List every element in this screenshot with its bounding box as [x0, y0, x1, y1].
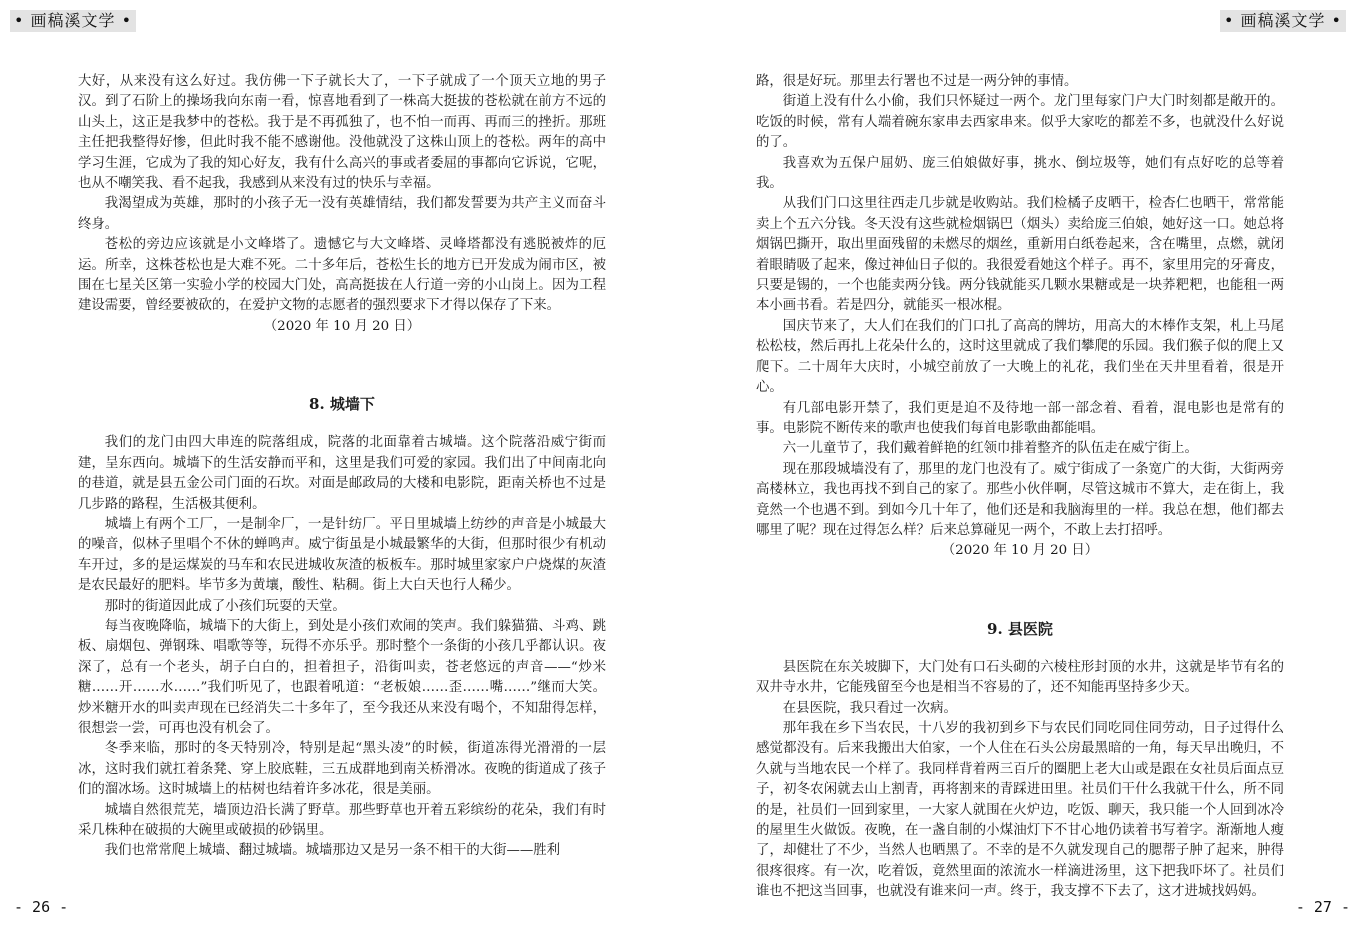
- paragraph: 有几部电影开禁了，我们更是迫不及待地一部一部念着、看着，混电影也是常有的事。电影院不断传来的歌声也使我们每首电影歌曲都能唱。: [756, 400, 1284, 436]
- paragraph: 从我们门口这里往西走几步就是收购站。我们检橘子皮晒干，检杏仁也晒干，常常能卖上个五六分钱。冬天没有这些就检烟锅巴（烟头）卖给庞三伯娘，她好这一口。她总将烟锅巴撕开，取出里面残留的未燃尽的烟丝，重新用白纸卷起来，含在嘴里，点燃，就闭着眼睛吸了起来，像过神仙日子似的。我很爱看她这个样子。再不，家里用完的牙膏皮，只要是锡的，一个也能卖两分钱。两分钱就能买几颗水果糖或是一块荞粑粑，也能租一两本小画书看。若是四分，就能买一根冰棍。: [756, 196, 1284, 314]
- paragraph: 冬季来临，那时的冬天特别冷，特别是起“黑头凌”的时候，街道冻得光滑滑的一层冰，这时我们就扛着条凳、穿上胶底鞋，三五成群地到南关桥滑冰。夜晚的街道成了孩子们的溜冰场。这时城墙上的枯树也结着许多冰花，很是美丽。: [78, 741, 606, 798]
- date-line: （2020 年 10 月 20 日）: [263, 318, 421, 334]
- paragraph: 每当夜晚降临，城墙下的大街上，到处是小孩们欢闹的笑声。我们躲猫猫、斗鸡、跳板、扇烟包、弹钢珠、唱歌等等，玩得不亦乐乎。那时整个一条街的小孩几乎都认识。夜深了，总有一个老头，胡子白白的，担着担子，沿街叫卖，苍老悠远的声音——“炒米糖……开……水……”我们听见了，也跟着吼道：“老板娘……歪……嘴……”继而大笑。炒米糖开水的叫卖声现在已经消失二十多年了，至今我还从来没有喝个，不知甜得怎样，很想尝一尝，可再也没有机会了。: [78, 618, 606, 736]
- paragraph: 路，很是好玩。那里去行署也不过是一两分钟的事情。: [756, 74, 1078, 89]
- date-line: （2020 年 10 月 20 日）: [941, 543, 1099, 559]
- running-header-left: • 画稿溪文学 •: [10, 10, 136, 32]
- paragraph: 城墙上有两个工厂，一是制伞厂，一是针纺厂。平日里城墙上纺纱的声音是小城最大的噪音，似林子里唱个不休的蝉鸣声。威宁街虽是小城最繁华的大街，但那时很少有机动车开过，多的是运煤炭的马车和农民进城收灰渣的板板车。那时城里家家户户烧煤的灰渣是农民最好的肥料。毕节多为黄壤，酸性、粘稠。街上大白天也行人稀少。: [78, 516, 606, 594]
- paragraph: 我们也常常爬上城墙、翻过城墙。城墙那边又是另一条不相干的大街——胜利: [104, 843, 561, 859]
- section-title: 9. 县医院: [987, 619, 1053, 638]
- left-page: [78, 72, 606, 862]
- paragraph: 县医院在东关坡脚下，大门处有口石头砌的六棱柱形封顶的水井，这就是毕节有名的双井寺水井，它能残留至今也是相当不容易的了，还不知能再坚持多少天。: [756, 659, 1284, 696]
- paragraph: 那年我在乡下当农民，十八岁的我初到乡下与农民们同吃同住同劳动，日子过得什么感觉都没有。后来我搬出大伯家，一个人住在石头公房最黑暗的一角，每天早出晚归，不久就与当地农民一个样了。我同样背着两三百斤的圈肥上老大山或是跟在女社员后面点豆子，初冬农闲就去山上割青，再将割来的青踩进田里。社员们干什么我就干什么，所不同的是，社员们一回到家里，一大家人就围在火炉边，吃饭、聊天，我只能一个人回到冰冷的屋里生火做饭。夜晚，在一盏自制的小煤油灯下不甘心地仍读着书写着字。渐渐地人瘦了，却健壮了不少，当然人也晒黑了。不幸的是不久就发现自己的腮帮子肿了起来，肿得很疼很疼。有一次，吃着饭，竟然里面的浓流水一样滴进汤里，这下把我吓坏了。社员们谁也不把这当回事，也就没有谁来问一声。终于，我支撑不下去了，这才进城找妈妈。: [756, 720, 1284, 900]
- right-page: [756, 72, 1284, 903]
- paragraph: 我们的龙门由四大串连的院落组成，院落的北面靠着古城墙。这个院落沿威宁街而建，呈东西向。城墙下的生活安静而平和，这里是我们可爱的家园。我们出了中间南北向的巷道，就是县五金公司门面的石坎。对面是邮政局的大楼和电影院，距南关桥也不过是几步路的路程，生活极其便利。: [78, 435, 606, 512]
- section-title: 8. 城墙下: [309, 395, 375, 414]
- page-number-right: - 27 -: [1295, 898, 1350, 916]
- page-number-left: - 26 -: [14, 898, 69, 916]
- paragraph: 国庆节来了，大人们在我们的门口扎了高高的牌坊，用高大的木棒作支架，札上马尾松松枝，然后再扎上花朵什么的，这时这里就成了我们攀爬的乐园。我们猴子似的爬上又爬下。二十周年大庆时，小城空前放了一大晚上的礼花，我们坐在天井里看着，很是开心。: [756, 318, 1284, 396]
- paragraph: 城墙自然很荒芜，墙顶边沿长满了野草。那些野草也开着五彩缤纷的花朵，我们有时采几株种在破损的大碗里或破损的砂锅里。: [78, 802, 606, 838]
- paragraph: 我喜欢为五保户屈奶、庞三伯娘做好事，挑水、倒垃圾等，她们有点好吃的总等着我。: [756, 155, 1284, 192]
- paragraph: 六一儿童节了，我们戴着鲜艳的红领巾排着整齐的队伍走在威宁街上。: [782, 441, 1198, 457]
- paragraph: 那时的街道因此成了小孩们玩耍的天堂。: [104, 598, 346, 614]
- paragraph: 现在那段城墙没有了，那里的龙门也没有了。威宁街成了一条宽广的大街，大街两旁高楼林立，我也再找不到自己的家了。那些小伙伴啊，尽管这城市不算大，走在街上，我竟然一个也遇不到。到如今几十年了，他们还是和我脑海里的一样。我总在想，他们都去哪里了呢？现在过得怎么样？后来总算碰见一两个，不敢上去打招呼。: [756, 461, 1284, 538]
- paragraph: 大好，从来没有这么好过。我仿佛一下子就长大了，一下子就成了一个顶天立地的男子汉。到了石阶上的操场我向东南一看，惊喜地看到了一株高大挺拔的苍松就在前方不远的山头上，这正是我梦中的苍松。我于是不再孤独了，也不怕一而再、再而三的挫折。那班主任把我整得好惨，但此时我不能不感谢他。没他就没了这株山顶上的苍松。两年的高中学习生涯，它成为了我的知心好友，我有什么高兴的事或者委屈的事都向它诉说，它呢，也从不嘲笑我、看不起我，我感到从来没有过的快乐与幸福。: [78, 74, 606, 192]
- paragraph: 街道上没有什么小偷，我们只怀疑过一两个。龙门里每家门户大门时刻都是敞开的。吃饭的时候，常有人端着碗东家串去西家串来。似乎大家吃的都差不多，也就没什么好说的了。: [756, 94, 1284, 151]
- paragraph: 苍松的旁边应该就是小文峰塔了。遗憾它与大文峰塔、灵峰塔都没有逃脱被炸的厄运。所幸，这株苍松也是大难不死。二十多年后，苍松生长的地方已开发成为闹市区，被围在七星关区第一实验小学的校园大门处，高高挺拔在人行道一旁的小山岗上。因为工程建设需要，曾经要被砍的，在爱护文物的志愿者的强烈要求下才得以保存了下来。: [78, 237, 606, 314]
- paragraph: 在县医院，我只看过一次病。: [782, 700, 957, 716]
- paragraph: 我渴望成为英雄，那时的小孩子无一没有英雄情结，我们都发誓要为共产主义而奋斗终身。: [78, 196, 606, 232]
- running-header-right: • 画稿溪文学 •: [1220, 10, 1346, 32]
